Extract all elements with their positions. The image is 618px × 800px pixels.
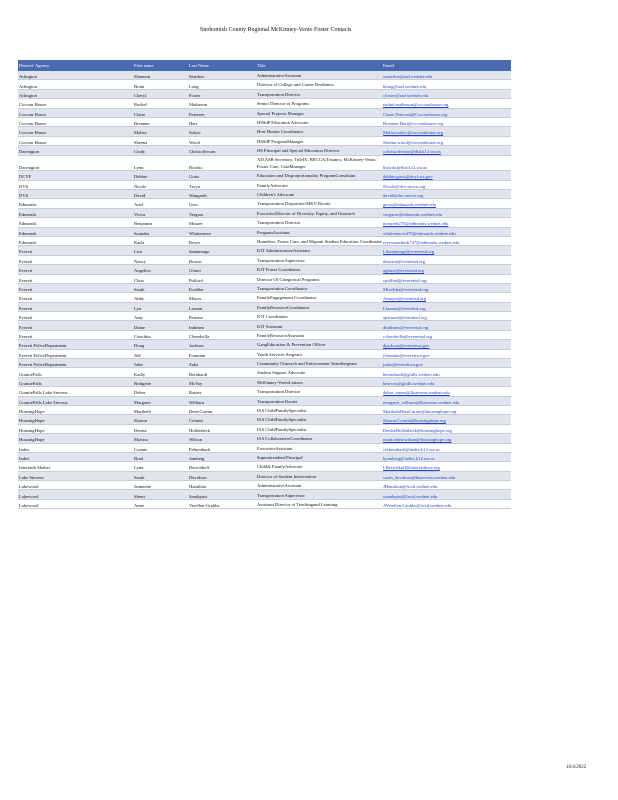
district-cell: GraniteFalls Lake Stevens — [18, 387, 133, 396]
district-cell: DVS — [18, 180, 133, 189]
email-cell[interactable]: jfountain@everettwa.gov — [382, 349, 511, 358]
first-name-cell: Maribeth — [133, 405, 188, 414]
email-cell[interactable]: Amayes@everettsd.org — [382, 293, 511, 302]
first-name-cell: Chris — [133, 274, 188, 283]
title-cell: FamilyEngagement Coordinator — [256, 293, 382, 302]
email-cell[interactable]: Malisa.sulyic@cocoonhouse.org — [382, 127, 511, 136]
email-cell[interactable]: jzaka@everettwa.gov — [382, 359, 511, 368]
first-name-cell: Malisa — [133, 127, 188, 136]
table-row — [18, 127, 511, 136]
title-cell: AD,ASB Secretary, TitleIX, BECCA/Truancy, McKinney-Vento, Foster Care, CaseManager — [256, 155, 382, 171]
email-cell[interactable]: cfoster@asd.wednet.edu — [382, 89, 511, 98]
last-name-cell: Christofferson — [188, 146, 256, 155]
district-cell: Edmonds — [18, 218, 133, 227]
district-cell: HousingHope — [18, 424, 133, 433]
email-cell[interactable]: moszerb276@edmonds.wednet.edu — [382, 218, 511, 227]
table-row — [18, 462, 511, 471]
last-name-cell: Brown — [188, 255, 256, 264]
email-cell[interactable]: Brennan.Hart@cocoonhouse.org — [382, 117, 511, 126]
district-cell: Everett — [18, 265, 133, 274]
district-cell: Cocoon House — [18, 108, 133, 117]
district-cell: Lake Stevens — [18, 471, 133, 480]
last-name-cell: Davidson — [188, 471, 256, 480]
title-cell: ISA ChildFamilySpecialist — [256, 424, 382, 433]
table-row — [18, 117, 511, 126]
title-cell: ISA ChildFamilySpecialist — [256, 415, 382, 424]
table-row — [18, 108, 511, 117]
email-cell[interactable]: gessa@edmonds.wednet.edu — [382, 199, 511, 208]
email-cell[interactable]: ssanchez@asd.wednet.edu — [382, 71, 511, 80]
email-cell[interactable]: AVerellen-Grubbs@lwsd.wednet.edu — [382, 499, 511, 508]
first-name-cell: Conchita — [133, 330, 188, 339]
district-cell: DVS — [18, 189, 133, 198]
first-name-cell: Sarah — [133, 471, 188, 480]
district-cell: Everett — [18, 283, 133, 292]
email-cell[interactable]: aperusse@everettsd.org — [382, 312, 511, 321]
first-name-cell: Amy — [133, 312, 188, 321]
title-cell: Assistant Director of Teachingand Learning — [256, 499, 382, 508]
last-name-cell: Fountain — [188, 349, 256, 358]
district-cell: Cocoon House — [18, 99, 133, 108]
last-name-cell: Foster — [188, 89, 256, 98]
last-name-cell: Fehrenbach — [188, 443, 256, 452]
last-name-cell: Moszer — [188, 218, 256, 227]
first-name-cell: Connie — [133, 443, 188, 452]
table-row — [18, 452, 511, 461]
last-name-cell: Koehler — [188, 283, 256, 292]
table-row — [18, 321, 511, 330]
email-cell[interactable]: david@dvs-snoco.org — [382, 189, 511, 198]
last-name-cell: Sulyic — [188, 127, 256, 136]
first-name-cell: Cindy — [133, 146, 188, 155]
table-row — [18, 155, 511, 171]
email-cell[interactable]: rachel.matheson@cocoonhouse.org — [382, 99, 511, 108]
last-name-cell: Jackson — [188, 340, 256, 349]
last-name-cell: Goris — [188, 171, 256, 180]
first-name-cell: Kathy — [133, 368, 188, 377]
email-cell[interactable]: margaret_wilburn@lkstevens.wednet.edu — [382, 396, 511, 405]
email-cell[interactable]: LBerschkoff@interfaithwa.org — [382, 462, 511, 471]
title-cell: Community Outreach and Enforcement TeamSergeant — [256, 359, 382, 368]
district-cell: Edmonds — [18, 227, 133, 236]
title-cell: ExecutiveAssistant — [256, 443, 382, 452]
last-name-cell: Zaka — [188, 359, 256, 368]
last-name-cell: Perusse — [188, 312, 256, 321]
first-name-cell: Sharon — [133, 415, 188, 424]
table-row — [18, 415, 511, 424]
header-title: Title — [256, 60, 382, 71]
district-cell: Lakewood — [18, 499, 133, 508]
title-cell: ExecutiveDirector of Diversity, Equity, and Outreach — [256, 208, 382, 217]
first-name-cell: Lynn — [133, 462, 188, 471]
last-name-cell: Hart — [188, 117, 256, 126]
title-cell: Youth Services Sergeant — [256, 349, 382, 358]
first-name-cell: Bridgette — [133, 377, 188, 386]
last-name-cell: Wilson — [188, 434, 256, 443]
district-cell: GraniteFalls — [18, 368, 133, 377]
district-cell: Everett — [18, 302, 133, 311]
title-cell: Children's Advocate — [256, 189, 382, 198]
email-cell[interactable]: debbie.goris@dcyf.wa.gov — [382, 171, 511, 180]
first-name-cell: Victor — [133, 208, 188, 217]
table-row — [18, 405, 511, 414]
email-cell[interactable]: aglaser@everettsd.org — [382, 265, 511, 274]
table-row — [18, 180, 511, 189]
table-row — [18, 80, 511, 89]
table-row — [18, 71, 511, 80]
table-row — [18, 227, 511, 236]
first-name-cell: Sarah — [133, 283, 188, 292]
district-cell: Everett — [18, 246, 133, 255]
table-header-row — [18, 60, 511, 71]
first-name-cell: Lynn — [133, 155, 188, 171]
title-cell: Education and Disproportionality ProgramConsultant — [256, 171, 382, 180]
title-cell: Transportation Supervisor — [256, 255, 382, 264]
last-name-cell: Wood — [188, 136, 256, 145]
table-row — [18, 490, 511, 499]
title-cell: Transportation Coordinator — [256, 283, 382, 292]
table-row — [18, 293, 511, 302]
district-cell: HousingHope — [18, 415, 133, 424]
first-name-cell: Margaret — [133, 396, 188, 405]
title-cell: GangEducation & Prevention Officer — [256, 340, 382, 349]
district-cell: Lakewood — [18, 490, 133, 499]
first-name-cell: Denise — [133, 424, 188, 433]
title-cell: Senior Director of Programs — [256, 99, 382, 108]
district-cell: Cocoon House — [18, 117, 133, 126]
email-cell[interactable]: LSantamago@everettsd.org — [382, 246, 511, 255]
first-name-cell: Brian — [133, 80, 188, 89]
table-row — [18, 340, 511, 349]
title-cell: Transportation Director — [256, 89, 382, 98]
district-cell: Arlington — [18, 71, 133, 80]
email-cell[interactable]: debra_ratner@lkstevens.wednet.edu — [382, 387, 511, 396]
title-cell: Transportation Router — [256, 396, 382, 405]
email-cell[interactable]: nbrown@everettsd.org — [382, 255, 511, 264]
title-cell: KIT Foster Coordinator — [256, 265, 382, 274]
first-name-cell: Abby — [133, 293, 188, 302]
title-cell: Special Projects Manager — [256, 108, 382, 117]
district-cell: Everett — [18, 274, 133, 283]
district-cell: GraniteFalls Lake Stevens — [18, 396, 133, 405]
district-cell: Index — [18, 452, 133, 461]
email-cell[interactable]: cfehrenbach@index.k12.wa.us — [382, 443, 511, 452]
last-name-cell: Wangardt — [188, 189, 256, 198]
email-cell[interactable]: monicabetzwilson@housinghope.org — [382, 434, 511, 443]
title-cell: Superintendent/Principal — [256, 452, 382, 461]
email-cell[interactable]: cpulford@everettsd.org — [382, 274, 511, 283]
email-cell[interactable]: Sharon.Cremin@housinghope.org — [382, 415, 511, 424]
page-title: Snohomish County Regional McKinney-Vento Foster Contacts — [200, 27, 352, 33]
district-cell: GraniteFalls — [18, 377, 133, 386]
district-cell: Interfaith Shelter — [18, 462, 133, 471]
last-name-cell: Petersen — [188, 108, 256, 117]
table-row — [18, 359, 511, 368]
first-name-cell: David — [133, 189, 188, 198]
district-cell: Arlington — [18, 80, 133, 89]
title-cell: KIT Coordinator — [256, 312, 382, 321]
first-name-cell: Cheryl — [133, 89, 188, 98]
first-name-cell: Sheena — [133, 136, 188, 145]
email-cell[interactable]: JHamilton@lwsd.wednet.edu — [382, 481, 511, 490]
last-name-cell: Indimeo — [188, 321, 256, 330]
title-cell: FamilyResourceCoordinator — [256, 302, 382, 311]
title-cell: ISA ChildFamilySpecialist — [256, 405, 382, 414]
first-name-cell: Angelica — [133, 265, 188, 274]
first-name-cell: Lisa — [133, 246, 188, 255]
title-cell: McKinney-VentoLiaison — [256, 377, 382, 386]
district-cell: Edmonds — [18, 236, 133, 245]
table-row — [18, 265, 511, 274]
last-name-cell: Brooks — [188, 155, 256, 171]
last-name-cell: Hollenbeck — [188, 424, 256, 433]
table-row — [18, 274, 511, 283]
table-row — [18, 255, 511, 264]
district-cell: HousingHope — [18, 405, 133, 414]
email-cell[interactable]: Sheena.wood@cocoonhouse.org — [382, 136, 511, 145]
first-name-cell: Claire — [133, 108, 188, 117]
title-cell: ProgramAssistant — [256, 227, 382, 236]
email-cell[interactable]: sarah_davidson@lkstevens.wednet.edu — [382, 471, 511, 480]
first-name-cell: Diane — [133, 321, 188, 330]
district-cell: HousingHope — [18, 434, 133, 443]
district-cell: Arlington — [18, 89, 133, 98]
email-cell[interactable]: cchristofferson@dsd.k12.wa.us — [382, 146, 511, 155]
table-row — [18, 434, 511, 443]
title-cell: FamilyResourceAssistant — [256, 330, 382, 339]
first-name-cell: Debra — [133, 387, 188, 396]
email-cell[interactable]: kbernhardt@gfalls.wednet.edu — [382, 368, 511, 377]
last-name-cell: Dent-Curran — [188, 405, 256, 414]
title-cell: HS Principal and Special Education Director — [256, 146, 382, 155]
title-cell: Transportation Supervisor — [256, 490, 382, 499]
table-row — [18, 246, 511, 255]
title-cell: AdministrativeAssistant — [256, 71, 382, 80]
district-cell: Edmonds — [18, 208, 133, 217]
table-row — [18, 377, 511, 386]
table-row — [18, 99, 511, 108]
email-cell[interactable]: vergarav@edmonds.wednet.edu — [382, 208, 511, 217]
first-name-cell: Shannon — [133, 71, 188, 80]
email-cell[interactable]: bjamberg@index.k12.wa.us — [382, 452, 511, 461]
title-cell: Director of Student Intervention — [256, 471, 382, 480]
contacts-table — [18, 60, 511, 509]
last-name-cell: Lazzan — [188, 302, 256, 311]
first-name-cell: Doug — [133, 340, 188, 349]
email-cell[interactable]: Nicole@dvs-snoco.org — [382, 180, 511, 189]
first-name-cell: Sherri — [133, 490, 188, 499]
table-row — [18, 481, 511, 490]
email-cell[interactable]: Llazzan@everettsd.org — [382, 302, 511, 311]
email-cell[interactable]: SKoehler@everettsd.org — [382, 283, 511, 292]
last-name-cell: Chendvilla — [188, 330, 256, 339]
title-cell: FamilyAdvocate — [256, 180, 382, 189]
last-name-cell: Matheson — [188, 99, 256, 108]
email-cell[interactable]: MaribethDentCurran@housinghope.org — [382, 405, 511, 414]
last-name-cell: McVay — [188, 377, 256, 386]
title-cell: ISA CollaborativeCoordinator — [256, 434, 382, 443]
table-row — [18, 312, 511, 321]
last-name-cell: Verellen-Grubbs — [188, 499, 256, 508]
page-date: 10/4/2022 — [566, 765, 587, 770]
last-name-cell: Wilburn — [188, 396, 256, 405]
last-name-cell: Berschkoff — [188, 462, 256, 471]
district-cell: Everett PoliceDepartment — [18, 349, 133, 358]
header-district: District/ Agency — [18, 60, 133, 71]
table-row — [18, 387, 511, 396]
first-name-cell: Nicole — [133, 180, 188, 189]
last-name-cell: Ratner — [188, 387, 256, 396]
table-row — [18, 199, 511, 208]
last-name-cell: Troya — [188, 180, 256, 189]
email-cell[interactable]: reyessanchezk747@edmonds.wednet.edu — [382, 236, 511, 245]
table-row — [18, 236, 511, 245]
district-cell: Index — [18, 443, 133, 452]
last-name-cell: Bernhardt — [188, 368, 256, 377]
table-row — [18, 443, 511, 452]
table-row — [18, 302, 511, 311]
district-cell: Everett — [18, 293, 133, 302]
first-name-cell: Brad — [133, 452, 188, 461]
email-cell[interactable]: DeniseHollenbeck@housinghope.org — [382, 424, 511, 433]
district-cell: Edmonds — [18, 199, 133, 208]
first-name-cell: Ariel — [133, 199, 188, 208]
header-first-name: First name — [133, 60, 188, 71]
district-cell: Everett — [18, 255, 133, 264]
first-name-cell: Lyn — [133, 302, 188, 311]
title-cell: KIT Assistant — [256, 321, 382, 330]
last-name-cell: Santamago — [188, 246, 256, 255]
header-email: Email — [382, 60, 511, 71]
table-row — [18, 171, 511, 180]
table-row — [18, 471, 511, 480]
district-cell: Everett PoliceDepartment — [18, 359, 133, 368]
last-name-cell: Jamberg — [188, 452, 256, 461]
district-cell: Cocoon House — [18, 127, 133, 136]
last-name-cell: Reyes — [188, 236, 256, 245]
first-name-cell: Rachel — [133, 99, 188, 108]
email-cell[interactable]: lbrooks@dsd.k12.wa.us — [382, 155, 511, 171]
district-cell: DCYF — [18, 171, 133, 180]
last-name-cell: Mayes — [188, 293, 256, 302]
table-row — [18, 349, 511, 358]
first-name-cell: Nancy — [133, 255, 188, 264]
table-row — [18, 283, 511, 292]
title-cell: Student Support Advocate — [256, 368, 382, 377]
last-name-cell: Vergara — [188, 208, 256, 217]
first-name-cell: Amie — [133, 499, 188, 508]
first-name-cell: Brennan — [133, 117, 188, 126]
title-cell: Transportation Director — [256, 387, 382, 396]
table-row — [18, 189, 511, 198]
header-last-name: Last Name — [188, 60, 256, 71]
email-cell[interactable]: cchendvilla@everettsd.org — [382, 330, 511, 339]
email-cell[interactable]: ssandquist@lwsd.wednet.edu — [382, 490, 511, 499]
title-cell: Homeless, Foster Care, and Migrant Student Education Coordinator — [256, 236, 382, 245]
last-name-cell: Hamilton — [188, 481, 256, 490]
district-cell: Darrington — [18, 155, 133, 171]
first-name-cell: Jeannette — [133, 481, 188, 490]
first-name-cell: John — [133, 359, 188, 368]
last-name-cell: Glaser — [188, 265, 256, 274]
title-cell: HSSdP ProgramManager — [256, 136, 382, 145]
table-row — [18, 146, 511, 155]
district-cell: Everett — [18, 312, 133, 321]
title-cell: KIT AdministrativeAssistant — [256, 246, 382, 255]
email-cell[interactable]: bmcvay@gfalls.wednet.edu — [382, 377, 511, 386]
table-row — [18, 136, 511, 145]
first-name-cell: Debbie — [133, 171, 188, 180]
table-row — [18, 208, 511, 217]
first-name-cell: Monica — [133, 434, 188, 443]
title-cell: Director of College and Career Readiness — [256, 80, 382, 89]
title-cell: Director Of Categorical Programs — [256, 274, 382, 283]
table-row — [18, 424, 511, 433]
email-cell[interactable]: blong@asd.wednet.edu — [382, 80, 511, 89]
district-cell: Darrington — [18, 146, 133, 155]
last-name-cell: Long — [188, 80, 256, 89]
table-row — [18, 396, 511, 405]
title-cell: Transportation Director — [256, 218, 382, 227]
district-cell: Everett PoliceDepartment — [18, 340, 133, 349]
table-row — [18, 218, 511, 227]
last-name-cell: Gess — [188, 199, 256, 208]
email-cell[interactable]: djackson@everettwa.gov — [382, 340, 511, 349]
title-cell: AdministrativeAssistant — [256, 481, 382, 490]
table-row — [18, 330, 511, 339]
last-name-cell: Whittemore — [188, 227, 256, 236]
district-cell: Everett — [18, 330, 133, 339]
table-row — [18, 89, 511, 98]
last-name-cell: Sanchez — [188, 71, 256, 80]
district-cell: Everett — [18, 321, 133, 330]
first-name-cell: Benjamin — [133, 218, 188, 227]
email-cell[interactable]: whittemores479@edmonds.wednet.edu — [382, 227, 511, 236]
title-cell: Transportation Dispatcher/MKV Router — [256, 199, 382, 208]
title-cell: HSSdP Education Advocate — [256, 117, 382, 126]
email-cell[interactable]: Claire.Petersen@Cocoonhouse.org — [382, 108, 511, 117]
first-name-cell: Saundra — [133, 227, 188, 236]
first-name-cell: Karla — [133, 236, 188, 245]
last-name-cell: Pulford — [188, 274, 256, 283]
first-name-cell: Jeff — [133, 349, 188, 358]
table-row — [18, 368, 511, 377]
district-cell: Lakewood — [18, 481, 133, 490]
last-name-cell: Sandquist — [188, 490, 256, 499]
district-cell: Cocoon House — [18, 136, 133, 145]
last-name-cell: Cremin — [188, 415, 256, 424]
title-cell: Host Homes Coordinator — [256, 127, 382, 136]
email-cell[interactable]: dindimeo@everettsd.org — [382, 321, 511, 330]
table-row — [18, 499, 511, 508]
title-cell: Child& FamilyAdvocate — [256, 462, 382, 471]
